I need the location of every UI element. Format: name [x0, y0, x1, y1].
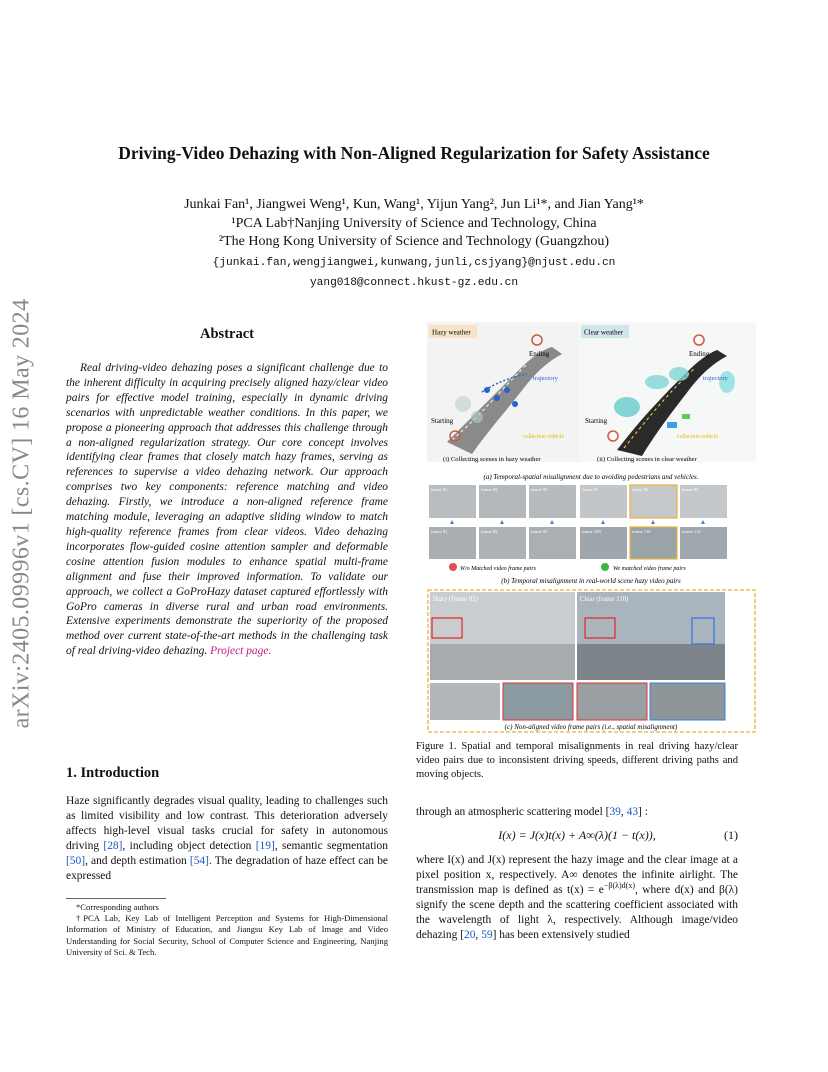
- equation-1: [416, 828, 738, 843]
- frame-label: frame 81: [582, 487, 599, 492]
- citation[interactable]: 39: [609, 806, 621, 818]
- intro-text: , and depth estimation: [85, 855, 190, 867]
- clear-scene-panel: [579, 322, 756, 463]
- author-block: [0, 196, 828, 293]
- frame-label: frame 83: [531, 529, 548, 534]
- trajectory-label: trajectory: [533, 375, 558, 382]
- project-page-link[interactable]: Project page.: [210, 645, 272, 658]
- ending-label: Ending: [689, 350, 710, 358]
- frame-label: frame 82: [481, 487, 498, 492]
- footnote: *Corresponding authors: [76, 902, 159, 912]
- frame-label: frame 81: [431, 529, 448, 534]
- frame-label: frame 109: [582, 529, 601, 534]
- equation: I(x) = J(x)t(x) + A∞(λ)(1 − t(x)),: [498, 828, 656, 842]
- equation-number: (1): [724, 828, 738, 842]
- body-text: has been extensively studied: [496, 929, 630, 941]
- abstract-body: Real driving-video dehazing poses a significant challenge due to the inherent difficulty in acquiring precisely aligned hazy/clear video pairs for effective model training, especially in dynamic driving scenarios with unpredictable weather conditions. In this paper, we propose a pioneering approach that addresses this challenge through a non-aligned regularization strategy. Our core concept involves identifying clear frames that closely match hazy frames, serving as references to supervise a video dehazing network. Our approach comprises two key components: reference matching and video dehazing. Firstly, we introduce a non-aligned reference frame matching module, leveraging an adaptive sliding window to match high-quality reference frames from clear videos. Video dehazing incorporates flow-guided cosine attention sampler and deformable cosine attention fusion modules to enhance spatial multi-frame alignment and fuse their improved information. To validate our approach, we collect a GoProHazy dataset captured effortlessly with GoPro cameras in diverse rural and urban road environments. Extensive experiments demonstrate the superiority of the proposed method over current state-of-the-art methods in the challenging task of real driving-video dehazing.: [66, 362, 388, 658]
- affiliation-2: ²The Hong Kong University of Science and Technology (Guangzhou): [218, 234, 610, 249]
- subcaption-b: (b) Temporal misalignment in real-world scene hazy video pairs: [501, 577, 681, 585]
- clear-frame-label: Clear (frame 110): [580, 596, 629, 603]
- figure-caption: Figure 1. Spatial and temporal misalignments in real driving hazy/clear video pairs due to inconsistent driving speeds, different driving paths and moving objects.: [416, 741, 738, 780]
- starting-label: Starting: [585, 417, 608, 425]
- citation[interactable]: [28]: [103, 840, 123, 852]
- vehicle-label: collection vehicle: [677, 434, 719, 440]
- frame-label: frame 82: [632, 487, 649, 492]
- trajectory-label: trajectory: [703, 375, 728, 382]
- figure-1: [427, 322, 756, 736]
- citation[interactable]: [19]: [255, 840, 275, 852]
- ending-label: Ending: [529, 350, 550, 358]
- frame-grid: [429, 485, 727, 585]
- body-text: through an atmospheric scattering model: [416, 806, 606, 818]
- hazy-frame-label: Hazy (frame 82): [433, 596, 478, 603]
- non-aligned-pair-panel: [428, 590, 755, 732]
- wo-matched-label: W/o Matched video frame pairs: [460, 566, 536, 572]
- citation[interactable]: 20: [463, 929, 476, 941]
- cross-icon: [449, 563, 457, 571]
- frame-label: frame 110: [632, 529, 651, 534]
- section-heading: 1. Introduction: [66, 765, 160, 781]
- hazy-scene-panel: [427, 322, 582, 463]
- hazy-weather-label: Hazy weather: [432, 328, 471, 337]
- intro-text: . The degradation of haze effect can be expressed: [66, 855, 389, 882]
- footnote-rule: [66, 898, 166, 899]
- vehicle-label: collection vehicle: [523, 434, 565, 440]
- intro-text: Haze significantly degrades visual quality, leading to challenges such as limited visibility and low contrast. This deterioration adversely affects high-level visual tasks crucial for safety in autonomous driving: [66, 795, 388, 852]
- frame-label: frame 82: [481, 529, 498, 534]
- authors-line: Junkai Fan¹, Jiangwei Weng¹, Kun, Wang¹, Yijun Yang², Jun Li¹*, and Jian Yang¹*: [184, 197, 644, 212]
- frame-label: frame 81: [431, 487, 448, 492]
- right-text-1: through an atmospheric scattering model [39, 43] :: [416, 806, 648, 818]
- right-text-2: where I(x) and J(x) represent the hazy image and the clear image at a pixel position x, respectively. A∞ denotes the infinite airlight. The transmission map is defined as $t(x) = e^{-\beta(\lambda)d(x)}$, where d(x) and β(λ) signify the scene depth and the scattering coefficient associated with the wavelength of light λ, respectively. Although image/video dehazing [20, 59] has been extensively studied: [416, 854, 738, 941]
- arxiv-stamp: arXiv:2405.09996v1 [cs.CV] 16 May 2024: [8, 298, 35, 729]
- intro-text: , semantic segmentation: [274, 840, 388, 852]
- footnotes: [66, 902, 388, 958]
- we-matched-label: We matched video frame pairs: [613, 566, 686, 572]
- subcaption-a: (a) Temporal-spatial misalignment due to avoiding pedestrians and vehicles.: [483, 473, 699, 481]
- email-line-1: {junkai.fan,wengjiangwei,kunwang,junli,csjyang}@njust.edu.cn: [212, 256, 616, 269]
- affiliation-1: ¹PCA Lab†Nanjing University of Science and Technology, China: [231, 215, 597, 231]
- subcaption-ii: (ii) Collecting scenes in clear weather: [597, 456, 697, 463]
- body-text: where I(x) and J(x) represent the hazy image and the clear image at a pixel position x, respectively. A∞ denotes the infinite airlight. The transmission map is defined as t(x) = e: [416, 854, 738, 896]
- citation[interactable]: [54]: [189, 855, 209, 867]
- intro-text: , including object detection: [122, 840, 256, 852]
- frame-label: frame 83: [531, 487, 548, 492]
- check-icon: [601, 563, 609, 571]
- clear-weather-label: Clear weather: [584, 328, 624, 337]
- body-text: , where d(x) and β(λ) signify the scene depth and the scattering coefficient associated with the wavelength of light λ, respectively. Although image/video dehazing: [416, 884, 738, 941]
- email-line-2: yang018@connect.hkust-gz.edu.cn: [309, 277, 519, 289]
- citation[interactable]: [50]: [66, 855, 86, 867]
- body-text: :: [641, 806, 648, 818]
- subcaption-c: (c) Non-aligned video frame pairs (i.e., spatial misalignment): [504, 723, 678, 731]
- citation[interactable]: 59: [481, 929, 493, 941]
- starting-label: Starting: [431, 417, 454, 425]
- intro-paragraph: [66, 794, 388, 884]
- frame-label: frame 83: [682, 487, 699, 492]
- frame-label: frame 112: [682, 529, 701, 534]
- exponent: −β(λ)d(x): [603, 881, 635, 891]
- abstract-text: [66, 361, 388, 659]
- citation[interactable]: 43: [626, 806, 639, 818]
- abstract-heading: Abstract: [200, 326, 254, 342]
- subcaption-i: (i) Collecting scenes in hazy weather: [443, 456, 541, 463]
- paper-title: Driving-Video Dehazing with Non-Aligned Regularization for Safety Assistance: [118, 143, 710, 163]
- footnote: †PCA Lab, Key Lab of Intelligent Perception and Systems for High-Dimensional Information of Ministry of Education, and Jiangsu Key Lab of Image and Video Understanding for Social Security, School of Computer Science and Engineering, Nanjing University of Sci. & Tech.: [66, 913, 388, 957]
